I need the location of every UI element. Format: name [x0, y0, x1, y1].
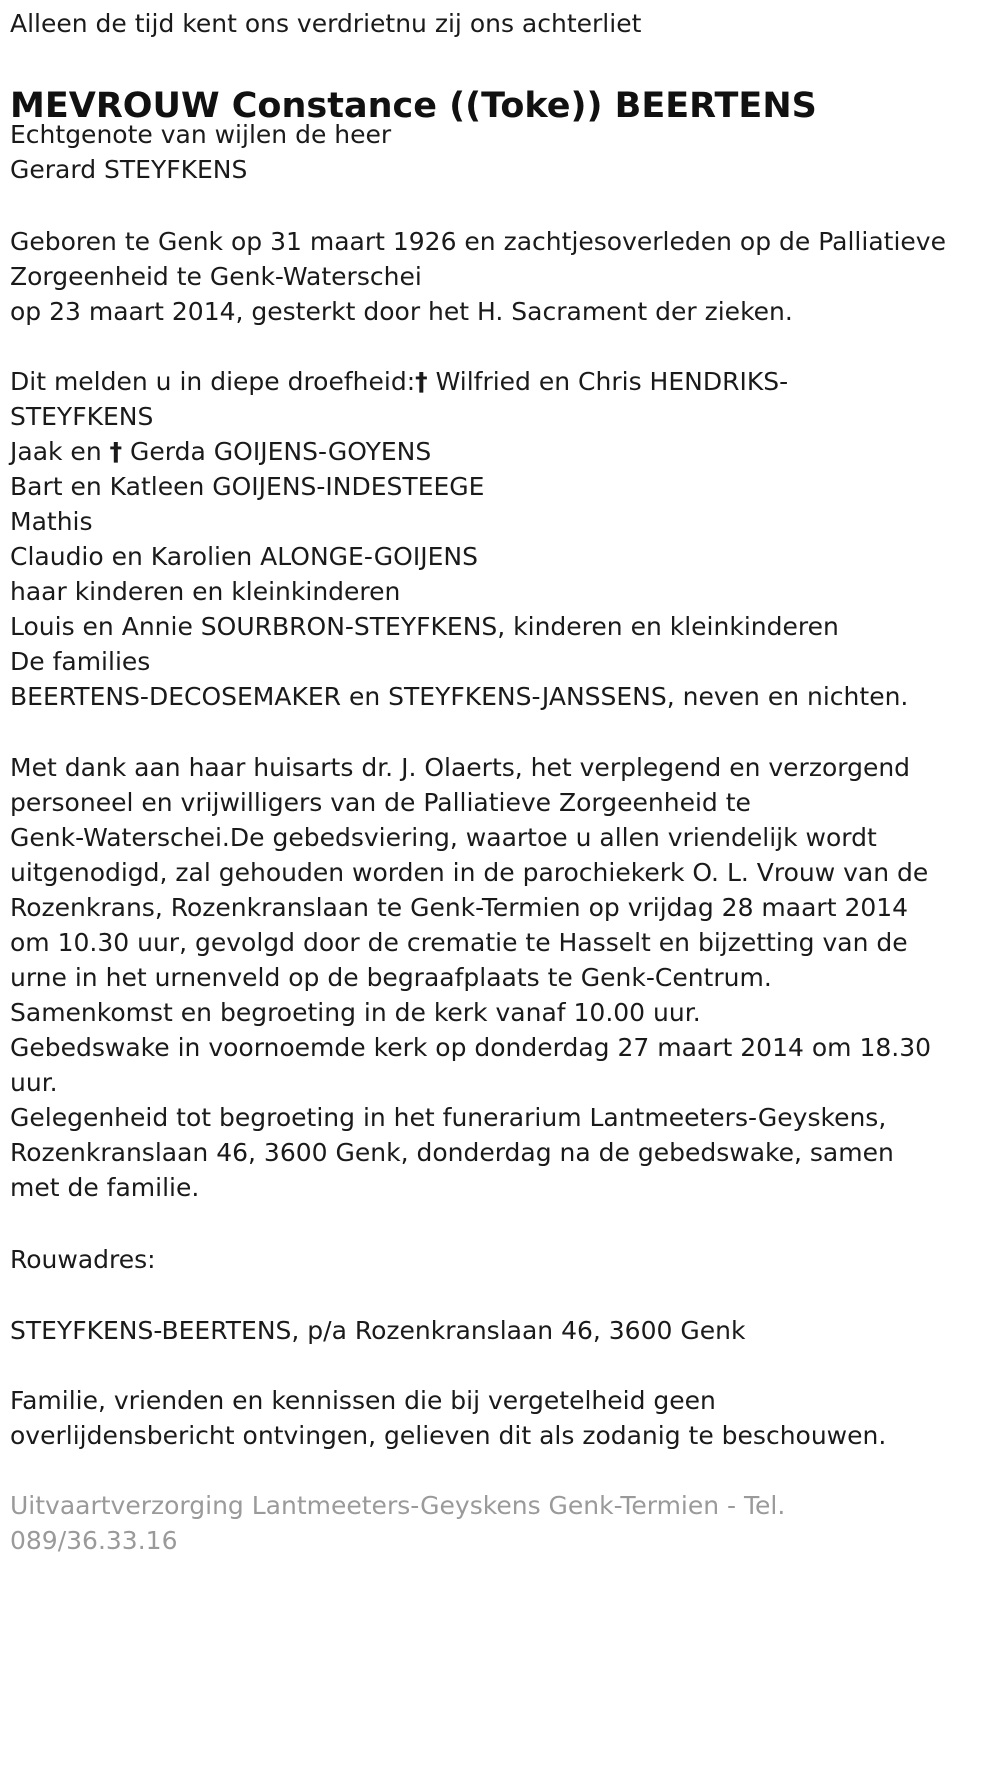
service-line: Met dank aan haar huisarts dr. J. Olaerts, het verplegend en verzorgend — [10, 753, 911, 782]
page-title: MEVROUW Constance ((Toke)) BEERTENS — [10, 86, 817, 126]
family-line: Bart en Katleen GOIJENS-INDESTEEGE — [10, 472, 485, 501]
footer-phone: 089/36.33.16 — [10, 1526, 178, 1555]
announce-prefix: Dit melden u in diepe droefheid: — [10, 367, 416, 396]
service-line: Gebedswake in voornoemde kerk op donderdag 27 maart 2014 om 18.30 — [10, 1033, 932, 1062]
intro-quote: Alleen de tijd kent ons verdrietnu zij ons achterliet — [10, 9, 642, 38]
service-line: urne in het urnenveld op de begraafplaats te Genk-Centrum. — [10, 963, 772, 992]
family-line-suffix: Gerda GOIJENS-GOYENS — [122, 437, 432, 466]
family-line: haar kinderen en kleinkinderen — [10, 577, 401, 606]
service-line: Rozenkrans, Rozenkranslaan te Genk-Termien op vrijdag 28 maart 2014 — [10, 893, 909, 922]
service-section — [10, 750, 931, 1205]
birth-section — [10, 224, 946, 329]
cross-icon: † — [415, 367, 428, 396]
family-announcement — [10, 364, 908, 399]
spouse-line: Echtgenote van wijlen de heer — [10, 120, 392, 149]
family-line: Mathis — [10, 507, 93, 536]
announce-suffix: Wilfried en Chris HENDRIKS- — [427, 367, 789, 396]
birth-line: Geboren te Genk op 31 maart 1926 en zachtjesoverleden op de Palliatieve — [10, 227, 946, 256]
family-line-prefix: Jaak en — [10, 437, 110, 466]
service-line: personeel en vrijwilligers van de Palliatieve Zorgeenheid te — [10, 788, 751, 817]
address: STEYFKENS-BEERTENS, p/a Rozenkranslaan 46, 3600 Genk — [10, 1316, 746, 1345]
service-line: Gelegenheid tot begroeting in het funerarium Lantmeeters-Geyskens, — [10, 1103, 887, 1132]
notice-line: overlijdensbericht ontvingen, gelieven dit als zodanig te beschouwen. — [10, 1421, 887, 1450]
service-line: uur. — [10, 1068, 58, 1097]
birth-line: op 23 maart 2014, gesterkt door het H. Sacrament der zieken. — [10, 297, 793, 326]
address-label: Rouwadres: — [10, 1245, 156, 1274]
footer-line: Uitvaartverzorging Lantmeeters-Geyskens Genk-Termien - Tel. — [10, 1491, 786, 1520]
service-line: Genk-Waterschei.De gebedsviering, waartoe u allen vriendelijk wordt — [10, 823, 877, 852]
service-line: uitgenodigd, zal gehouden worden in de parochiekerk O. L. Vrouw van de — [10, 858, 929, 887]
birth-line: Zorgeenheid te Genk-Waterschei — [10, 262, 422, 291]
service-line: Samenkomst en begroeting in de kerk vanaf 10.00 uur. — [10, 998, 701, 1027]
family-line: De families — [10, 647, 151, 676]
spouse-section — [10, 117, 391, 187]
footer — [10, 1488, 785, 1558]
service-line: met de familie. — [10, 1173, 200, 1202]
family-line: STEYFKENS — [10, 402, 154, 431]
family-line: BEERTENS-DECOSEMAKER en STEYFKENS-JANSSENS, neven en nichten. — [10, 682, 909, 711]
family-line: Louis en Annie SOURBRON-STEYFKENS, kinderen en kleinkinderen — [10, 612, 839, 641]
service-line: om 10.30 uur, gevolgd door de crematie te Hasselt en bijzetting van de — [10, 928, 908, 957]
notice-line: Familie, vrienden en kennissen die bij vergetelheid geen — [10, 1386, 716, 1415]
spouse-name: Gerard STEYFKENS — [10, 155, 248, 184]
family-line — [10, 434, 908, 469]
notice-section — [10, 1383, 886, 1453]
cross-icon: † — [109, 437, 123, 466]
family-section — [10, 364, 908, 714]
service-line: Rozenkranslaan 46, 3600 Genk, donderdag na de gebedswake, samen — [10, 1138, 894, 1167]
family-line: Claudio en Karolien ALONGE-GOIJENS — [10, 542, 478, 571]
